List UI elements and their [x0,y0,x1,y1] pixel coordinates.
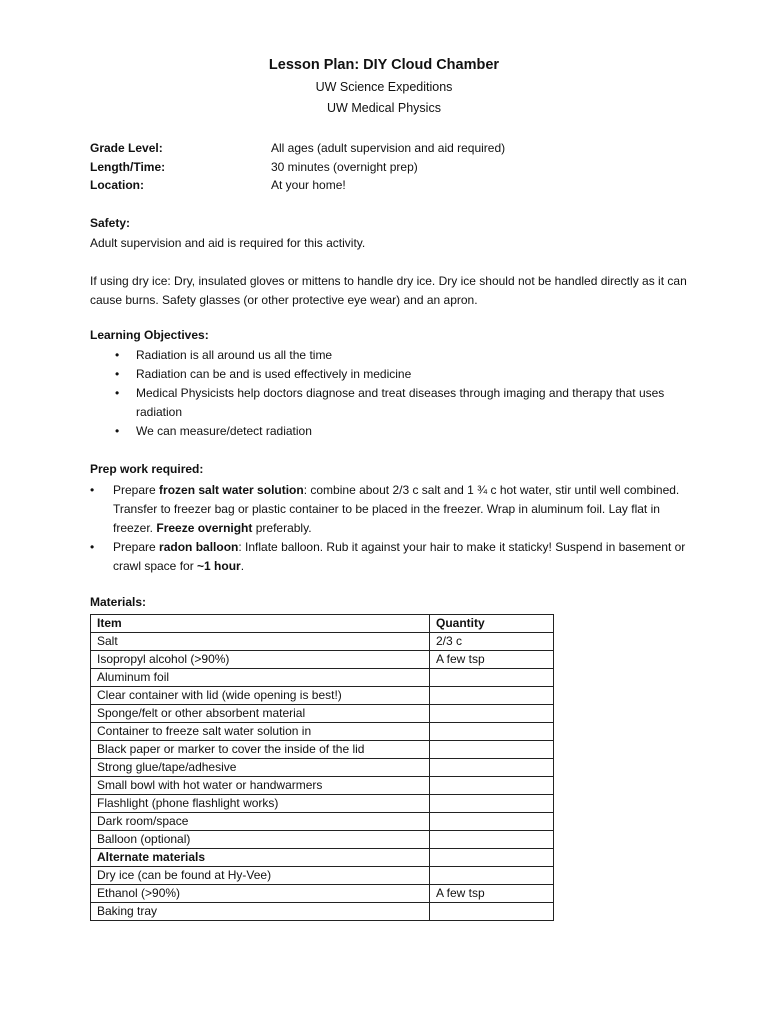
material-item-cell: Sponge/felt or other absorbent material [91,705,430,723]
table-row [91,687,554,705]
prep-emphasis: Freeze overnight [156,521,253,535]
bullet-icon: • [115,424,120,438]
table-row [91,831,554,849]
table-row [91,633,554,651]
material-item-cell: Isopropyl alcohol (>90%) [91,651,430,669]
list-item [90,481,690,538]
material-item-cell: Salt [91,633,430,651]
bullet-icon: • [90,483,95,497]
material-item-cell: Dark room/space [91,813,430,831]
table-row [91,651,554,669]
table-row [91,885,554,903]
material-item-cell: Aluminum foil [91,669,430,687]
column-header-quantity: Quantity [430,615,554,633]
material-quantity-cell: A few tsp [430,651,554,669]
material-quantity-cell [430,777,554,795]
meta-row-grade-level [90,141,710,159]
list-item [90,384,690,422]
material-item-cell: Black paper or marker to cover the inside of the lid [91,741,430,759]
material-quantity-cell: 2/3 c [430,633,554,651]
material-item-cell: Balloon (optional) [91,831,430,849]
material-item-cell: Ethanol (>90%) [91,885,430,903]
table-row [91,759,554,777]
materials-heading: Materials: [90,595,147,609]
material-quantity-cell [430,759,554,777]
materials-table [90,614,554,921]
meta-value: 30 minutes (overnight prep) [271,160,418,174]
meta-label: Location: [90,178,144,192]
meta-value: At your home! [271,178,346,192]
table-row [91,849,554,867]
material-quantity-cell [430,903,554,921]
bullet-icon: • [115,348,120,362]
bullet-icon: • [90,540,95,554]
material-quantity-cell [430,669,554,687]
objective-text: Radiation can be and is used effectively in medicine [136,367,412,381]
material-item-cell: Clear container with lid (wide opening is best!) [91,687,430,705]
meta-value: All ages (adult supervision and aid required) [271,141,506,155]
subtitle-department: UW Medical Physics [327,101,441,115]
material-item-cell: Flashlight (phone flashlight works) [91,795,430,813]
meta-row-length-time [90,160,710,178]
material-item-cell: Small bowl with hot water or handwarmers [91,777,430,795]
column-header-item: Item [91,615,430,633]
material-quantity-cell [430,813,554,831]
prep-emphasis: frozen salt water solution [159,483,304,497]
table-row [91,903,554,921]
material-quantity-cell: A few tsp [430,885,554,903]
table-row [91,723,554,741]
prep-text: Prepare [113,483,160,497]
table-row [91,795,554,813]
table-row [91,741,554,759]
material-quantity-cell [430,867,554,885]
table-row [91,813,554,831]
table-row [91,777,554,795]
table-row [91,669,554,687]
prep-text: preferably. [252,521,312,535]
material-item-cell: Strong glue/tape/adhesive [91,759,430,777]
material-item-cell: Baking tray [91,903,430,921]
material-quantity-cell [430,849,554,867]
prep-text: : Inflate balloon. Rub it against your hair to make it staticky! Suspend in basement or crawl space for [113,540,686,573]
prep-text: Prepare [113,540,160,554]
prep-text: : combine about 2/3 c salt and 1 ¾ c hot water, stir until well combined. Transfer to freezer bag or plastic container to be placed in the freezer. Wrap in aluminum foil. Lay flat in freezer. [113,483,680,535]
meta-row-location [90,178,710,196]
table-header-row [91,615,554,633]
prep-emphasis: ~1 hour [197,559,241,573]
material-quantity-cell [430,723,554,741]
material-item-cell: Dry ice (can be found at Hy-Vee) [91,867,430,885]
objectives-heading: Learning Objectives: [90,328,209,342]
prep-text: . [240,559,245,573]
table-row [91,867,554,885]
prep-list [90,481,690,576]
subtitle-organization: UW Science Expeditions [315,80,453,94]
material-quantity-cell [430,831,554,849]
prep-heading: Prep work required: [90,462,204,476]
material-quantity-cell [430,687,554,705]
bullet-icon: • [115,367,120,381]
bullet-icon: • [115,386,120,400]
material-item-cell: Alternate materials [91,849,430,867]
material-quantity-cell [430,795,554,813]
objective-text: We can measure/detect radiation [136,424,312,438]
material-item-cell: Container to freeze salt water solution in [91,723,430,741]
list-item [90,538,690,576]
page-title: Lesson Plan: DIY Cloud Chamber [268,57,500,73]
safety-text-dry-ice: If using dry ice: Dry, insulated gloves or mittens to handle dry ice. Dry ice should not be handled directly as it can cause burns. Safety glasses (or other protective eye wear) and an apron. [90,274,687,307]
list-item [90,346,690,365]
material-quantity-cell [430,741,554,759]
list-item [90,365,690,384]
prep-emphasis: radon balloon [159,540,239,554]
list-item [90,422,690,441]
objective-text: Medical Physicists help doctors diagnose and treat diseases through imaging and therapy that uses radiation [136,386,665,419]
safety-text-supervision: Adult supervision and aid is required for this activity. [90,236,366,250]
safety-heading: Safety: [90,216,131,230]
table-row [91,705,554,723]
meta-label: Length/Time: [90,160,166,174]
material-quantity-cell [430,705,554,723]
meta-label: Grade Level: [90,141,163,155]
objectives-list [90,346,690,441]
objective-text: Radiation is all around us all the time [136,348,333,362]
